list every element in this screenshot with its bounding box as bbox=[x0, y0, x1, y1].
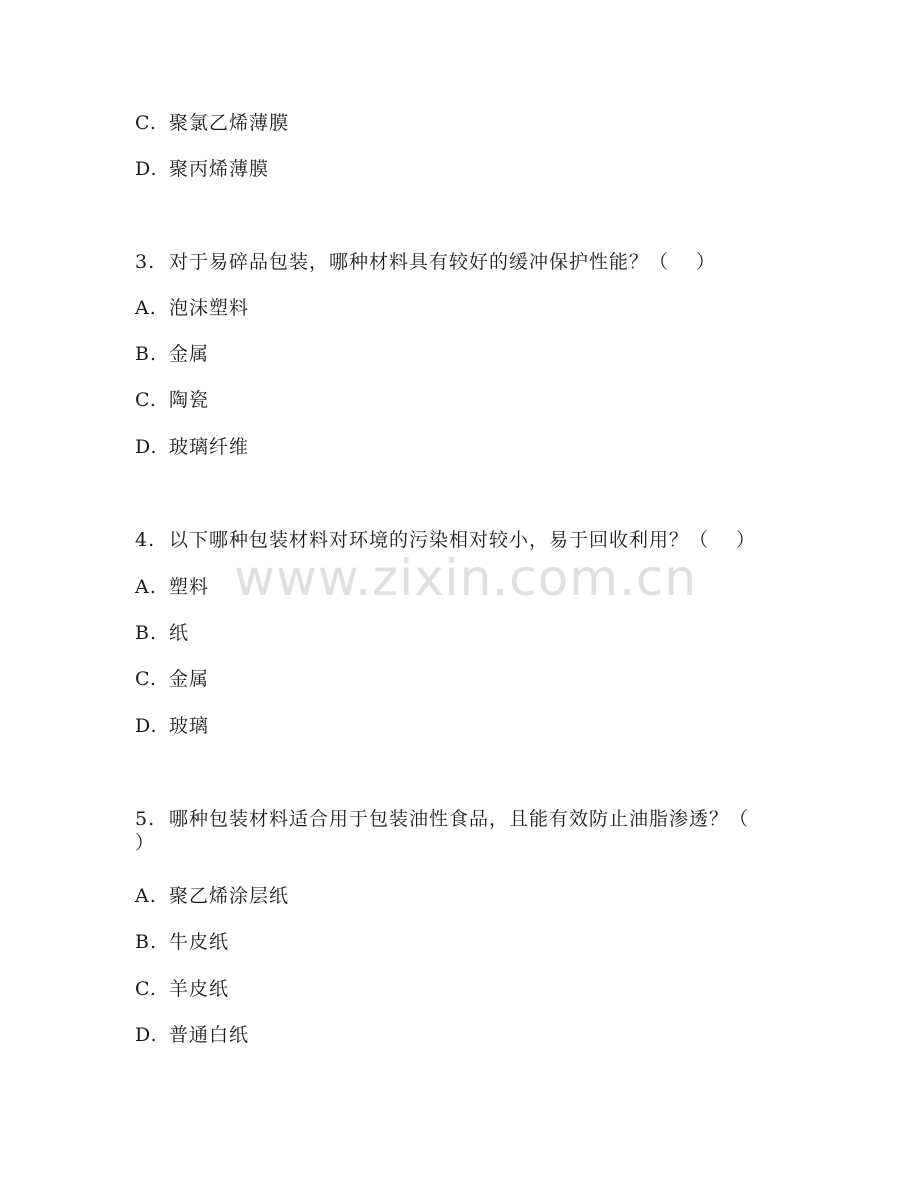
option-text: 羊皮纸 bbox=[169, 978, 230, 1000]
q3-option-d bbox=[135, 435, 249, 459]
q3-stem bbox=[135, 250, 716, 274]
option-text: 金属 bbox=[169, 668, 210, 690]
option-label: A. bbox=[135, 297, 157, 319]
question-text: 以下哪种包装材料对环境的污染相对较小，易于回收利用？（ ） bbox=[169, 529, 757, 551]
option-text: 纸 bbox=[169, 622, 190, 644]
option-label: D. bbox=[135, 158, 158, 180]
option-text: 牛皮纸 bbox=[169, 931, 230, 953]
option-label: D. bbox=[135, 436, 158, 458]
q5-stem bbox=[135, 807, 785, 855]
q3-option-a bbox=[135, 296, 249, 320]
option-text: 泡沫塑料 bbox=[169, 297, 250, 319]
option-label: B. bbox=[135, 343, 158, 365]
q4-option-a bbox=[135, 575, 209, 599]
question-number: 4. bbox=[135, 529, 156, 551]
question-text: 哪种包装材料适合用于包装油性食品，且能有效防止油脂渗透？（ ） bbox=[135, 808, 777, 854]
option-label: D. bbox=[135, 1024, 158, 1046]
option-text: 玻璃 bbox=[169, 715, 210, 737]
option-label: A. bbox=[135, 885, 157, 907]
option-text: 聚乙烯涂层纸 bbox=[169, 885, 290, 907]
question-text: 对于易碎品包装，哪种材料具有较好的缓冲保护性能？（ ） bbox=[169, 251, 717, 273]
q2-option-c bbox=[135, 111, 289, 135]
option-label: C. bbox=[135, 389, 157, 411]
option-text: 金属 bbox=[169, 343, 210, 365]
option-label: A. bbox=[135, 576, 157, 598]
watermark: www.zixin.com.cn bbox=[234, 549, 698, 607]
q2-option-d bbox=[135, 157, 269, 181]
option-text: 塑料 bbox=[169, 576, 210, 598]
question-number: 5. bbox=[135, 808, 156, 830]
option-label: C. bbox=[135, 978, 157, 1000]
q5-option-d bbox=[135, 1023, 249, 1047]
q3-option-b bbox=[135, 342, 209, 366]
option-label: C. bbox=[135, 668, 157, 690]
q4-option-b bbox=[135, 621, 189, 645]
option-label: B. bbox=[135, 931, 158, 953]
option-text: 聚氯乙烯薄膜 bbox=[169, 112, 290, 134]
q4-option-d bbox=[135, 714, 209, 738]
q5-option-c bbox=[135, 977, 229, 1001]
option-label: D. bbox=[135, 715, 158, 737]
option-text: 玻璃纤维 bbox=[169, 436, 250, 458]
q3-option-c bbox=[135, 388, 209, 412]
q4-option-c bbox=[135, 667, 209, 691]
option-text: 陶瓷 bbox=[169, 389, 210, 411]
option-text: 聚丙烯薄膜 bbox=[169, 158, 270, 180]
option-label: C. bbox=[135, 112, 157, 134]
option-text: 普通白纸 bbox=[169, 1024, 250, 1046]
q5-option-b bbox=[135, 930, 229, 954]
question-number: 3. bbox=[135, 251, 156, 273]
q5-option-a bbox=[135, 884, 289, 908]
option-label: B. bbox=[135, 622, 158, 644]
